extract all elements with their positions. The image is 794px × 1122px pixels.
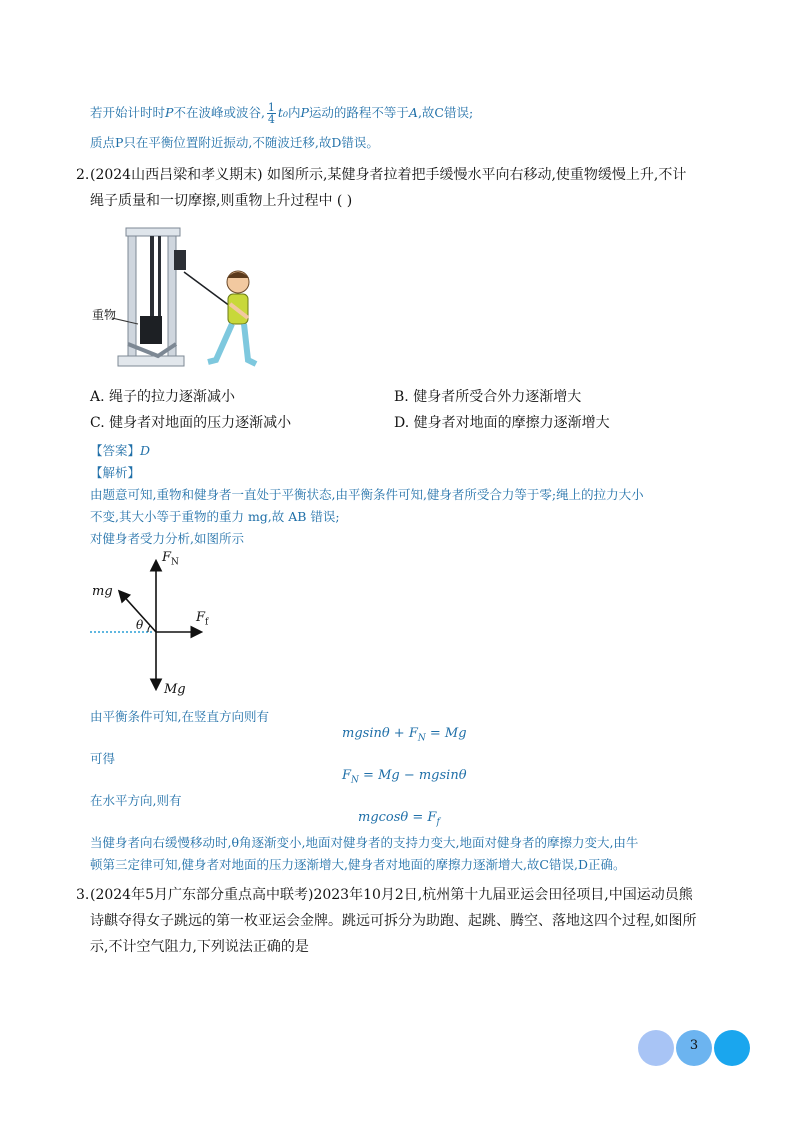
q2-stem-line2: 绳子质量和一切摩擦,则重物上升过程中 ( ) xyxy=(90,193,353,209)
label-ff: $F_f$ xyxy=(196,610,209,628)
page-number: 3 xyxy=(689,1038,699,1053)
equation-3: $mgcos\theta = F_f$ xyxy=(358,810,440,828)
q3-number: 3. xyxy=(76,887,90,903)
option-d: D. 健身者对地面的摩擦力逐渐增大 xyxy=(394,415,610,431)
q2-stem-line1: (2024山西吕梁和孝义期末) 如图所示,某健身者拉着把手缓慢水平向右移动,使重物缓慢上升,不计 xyxy=(90,167,687,183)
q3-stem-line3: 示,不计空气阻力,下列说法正确的是 xyxy=(90,939,309,955)
option-c: C. 健身者对地面的压力逐渐减小 xyxy=(90,415,292,431)
conclusion-line2: 顿第三定律可知,健身者对地面的压力逐渐增大,健身者对地面的摩擦力逐渐增大,故C错误,D正确。 xyxy=(90,857,626,872)
page-circle-right xyxy=(714,1030,750,1066)
conclusion-line1: 当健身者向右缓慢移动时,θ角逐渐变小,地面对健身者的支持力变大,地面对健身者的摩擦力变大,由牛 xyxy=(90,835,639,850)
equation-1: $mgsin\theta + F_N = Mg$ xyxy=(342,726,467,744)
analysis-tag: 【解析】 xyxy=(90,465,141,480)
label-theta: θ xyxy=(136,618,144,632)
label-big-mg: Mg xyxy=(164,682,186,697)
q2-number: 2. xyxy=(76,167,90,183)
gym-machine-figure xyxy=(88,220,268,378)
answer-value: D xyxy=(140,443,151,458)
option-a: A. 绳子的拉力逐渐减小 xyxy=(90,389,236,405)
vertical-text: 由平衡条件可知,在竖直方向则有 xyxy=(90,709,269,724)
fraction-quarter: $\frac{1}{4}$ xyxy=(267,101,275,126)
page-circle-left xyxy=(638,1030,674,1066)
label-fn: $F_N$ xyxy=(162,550,179,568)
label-mg: mg xyxy=(92,584,113,599)
analysis-line1: 由题意可知,重物和健身者一直处于平衡状态,由平衡条件可知,健身者所受合力等于零;绳上的拉力大小 xyxy=(90,487,644,502)
figure-label-weight: 重物 xyxy=(92,308,117,322)
answer-line: 【答案】D xyxy=(90,443,151,458)
horizontal-text: 在水平方向,则有 xyxy=(90,793,182,808)
q3-stem-line1: (2024年5月广东部分重点高中联考)2023年10月2日,杭州第十九届亚运会田径项目,中国运动员熊 xyxy=(90,887,693,903)
analysis-line2: 不变,其大小等于重物的重力 mg,故 AB 错误; xyxy=(90,509,340,524)
equation-2: $F_N = Mg - mgsin\theta$ xyxy=(342,768,467,786)
deduce-text: 可得 xyxy=(90,751,116,766)
prev-solution-line2: 质点P只在平衡位置附近振动,不随波迁移,故D错误。 xyxy=(90,135,379,150)
q3-stem-line2: 诗麒夺得女子跳远的第一枚亚运会金牌。跳远可拆分为助跑、起跳、腾空、落地这四个过程,如图所 xyxy=(90,913,697,929)
analysis-line3: 对健身者受力分析,如图所示 xyxy=(90,531,244,546)
prev-solution-line1: 若开始计时时P不在波峰或波谷, $\frac{1}{4}$ t₀内P运动的路程不等于A,故C错误; xyxy=(90,101,474,126)
option-b: B. 健身者所受合外力逐渐增大 xyxy=(394,389,582,405)
